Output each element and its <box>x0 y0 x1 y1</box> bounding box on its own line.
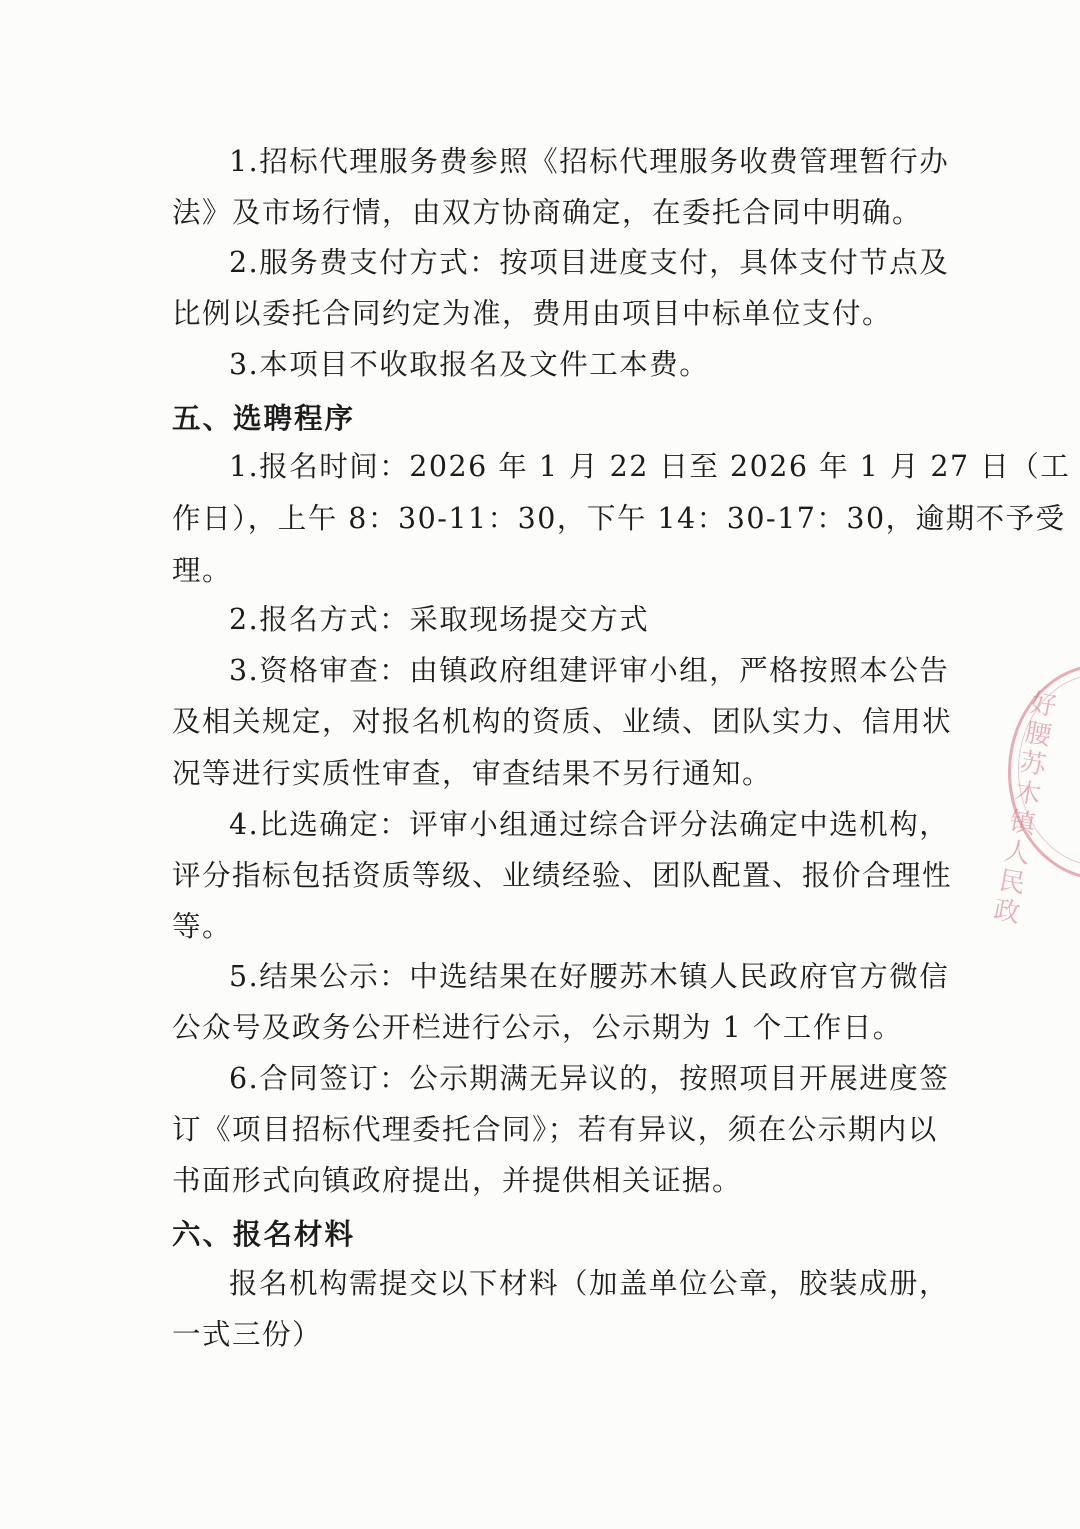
paragraph-line: 理。 <box>172 554 233 587</box>
paragraph-line: 评分指标包括资质等级、业绩经验、团队配置、报价合理性 <box>172 859 953 892</box>
paragraph-line: 一式三份） <box>172 1318 323 1351</box>
paragraph-line: 等。 <box>172 910 233 943</box>
paragraph-line: 作日），上午 8：30-11：30，下午 14：30-17：30，逾期不予受 <box>172 502 1066 535</box>
paragraph-line: 比例以委托合同约定为准，费用由项目中标单位支付。 <box>172 297 893 330</box>
paragraph-line: 6.合同签订：公示期满无异议的，按照项目开展进度签 <box>229 1062 950 1095</box>
paragraph-line: 况等进行实质性审查，审查结果不另行通知。 <box>172 757 773 790</box>
paragraph-line: 2.报名方式：采取现场提交方式 <box>229 603 650 636</box>
paragraph-line: 4.比选确定：评审小组通过综合评分法确定中选机构， <box>229 808 950 841</box>
paragraph-line: 3.资格审查：由镇政府组建评审小组，严格按照本公告 <box>229 654 950 687</box>
paragraph-line: 公众号及政务公开栏进行公示，公示期为 1 个工作日。 <box>172 1011 903 1044</box>
section-heading-6: 六、报名材料 <box>172 1217 356 1251</box>
paragraph-line: 1.招标代理服务费参照《招标代理服务收费管理暂行办 <box>229 145 950 178</box>
paragraph-line: 报名机构需提交以下材料（加盖单位公章，胶装成册， <box>229 1267 950 1300</box>
official-seal-text: 好腰苏木镇人民政 <box>991 688 1059 930</box>
paragraph-line: 3.本项目不收取报名及文件工本费。 <box>229 348 710 381</box>
paragraph-line: 书面形式向镇政府提出，并提供相关证据。 <box>172 1164 743 1197</box>
paragraph-line: 5.结果公示：中选结果在好腰苏木镇人民政府官方微信 <box>229 960 950 993</box>
paragraph-line: 法》及市场行情，由双方协商确定，在委托合同中明确。 <box>172 196 923 229</box>
paragraph-line: 1.报名时间：2026 年 1 月 22 日至 2026 年 1 月 27 日（工 <box>229 450 1071 483</box>
paragraph-line: 订《项目招标代理委托合同》；若有异议，须在公示期内以 <box>172 1113 938 1146</box>
paragraph-line: 及相关规定，对报名机构的资质、业绩、团队实力、信用状 <box>172 705 953 738</box>
section-heading-5: 五、选聘程序 <box>172 401 356 435</box>
paragraph-line: 2.服务费支付方式：按项目进度支付，具体支付节点及 <box>229 246 950 279</box>
